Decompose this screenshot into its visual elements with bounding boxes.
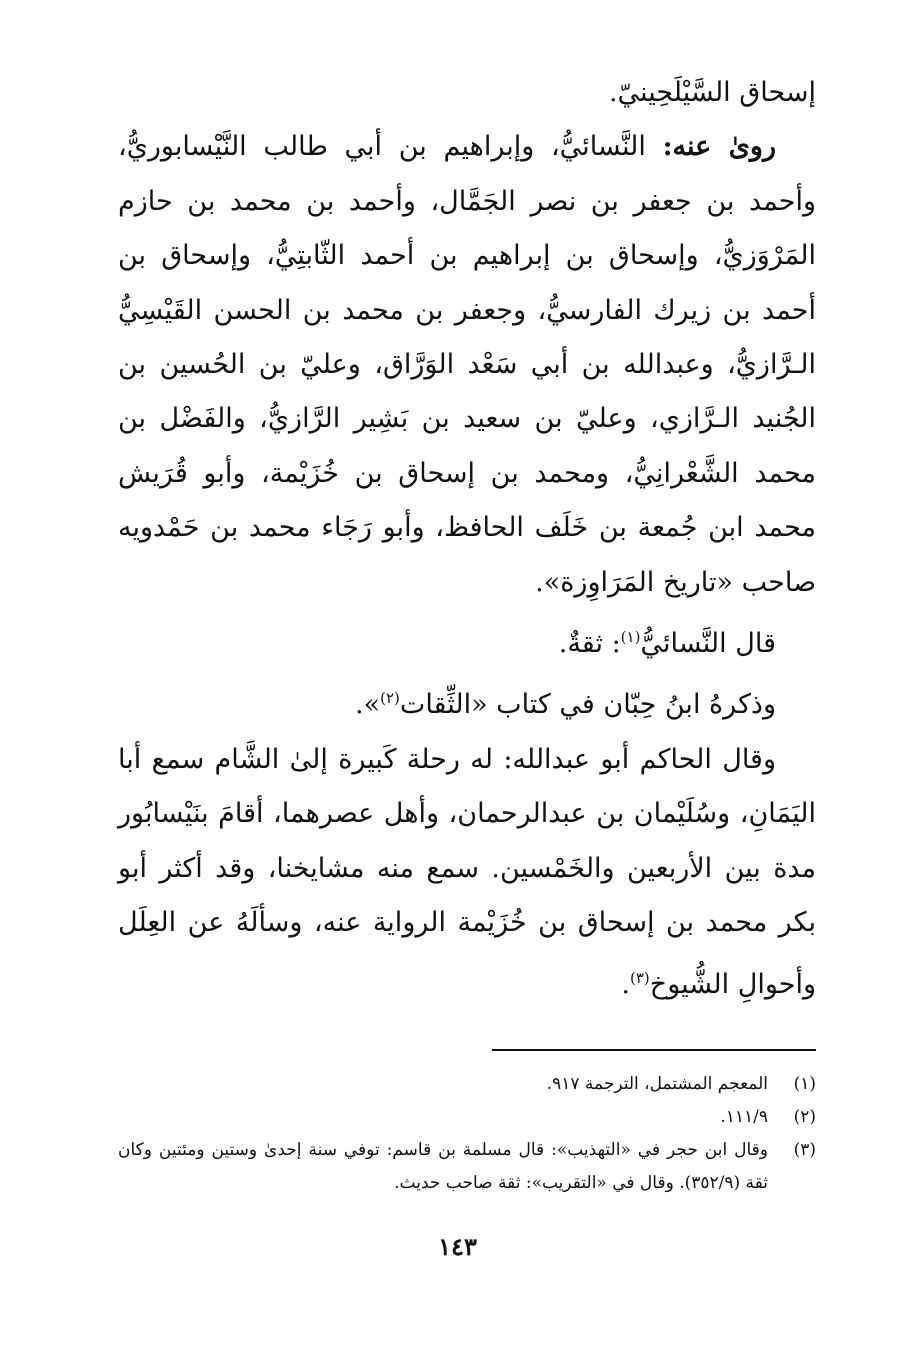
footnote-1 — [118, 1068, 816, 1101]
footnote-ref-2: (٢) — [380, 689, 400, 708]
nasai-verdict: : ثقةٌ. — [558, 628, 621, 660]
intro-line — [118, 66, 816, 120]
footnote-2 — [118, 1101, 816, 1134]
footnote-text: المعجم المشتمل، الترجمة ٩١٧. — [546, 1074, 768, 1094]
nasai-text: قال النَّسائيُّ — [640, 628, 776, 660]
footnote-number: (٣) — [793, 1140, 816, 1160]
footnote-ref-3: (٣) — [630, 968, 650, 987]
nasai-paragraph — [118, 610, 816, 671]
hakim-close: . — [621, 968, 630, 1000]
footnotes — [118, 1068, 816, 1200]
footnote-3 — [118, 1134, 816, 1200]
main-text — [118, 66, 816, 1012]
narrators-paragraph — [118, 120, 816, 610]
page-number: ١٤٣ — [438, 1232, 477, 1261]
footnote-text: وقال ابن حجر في «التهذيب»: قال مسلمة بن قاسم: توفي سنة إحدىٰ وستين ومئتين وكان ثقة (٣٥٢/٩). وقال في «التقريب»: ثقة صاحب حديث. — [118, 1140, 768, 1193]
hibban-text: وذكرهُ ابنُ حِبّان في كتاب «الثِّقات — [399, 689, 776, 721]
footnote-divider — [492, 1049, 816, 1051]
hakim-text: وقال الحاكم أبو عبدالله: له رحلة كَبيرة إلىٰ الشَّام سمع أبا اليَمَانِ، وسُلَيْمان بن عبدالرحمان، وأهل عصرهما، أقامَ بنَيْسابُور مدة بين الأربعين والخَمْسين. سمع منه مشايخنا، وقد أكثر أبو بكر محمد بن إسحاق بن خُزَيْمة الرواية عنه، وسألَهُ عن العِلَل وأحوالِ الشُّيوخ — [118, 743, 816, 1000]
hibban-paragraph — [118, 671, 816, 732]
narrators-text: النَّسائيُّ، وإبراهيم بن أبي طالب النَّيْسابوريُّ، وأحمد بن جعفر بن نصر الجَمَّال، وأحمد بن محمد بن حازم المَرْوَزيُّ، وإسحاق بن إبراهيم بن أحمد الثّابتِيُّ، وإسحاق بن أحمد بن زيرك الفارسيُّ، وجعفر بن محمد بن الحسن القَيْسِيُّ الـرَّازيُّ، وعبدالله بن أبي سَعْد الوَرَّاق، وعليّ بن الحُسين بن الجُنيد الـرَّازي، وعليّ بن سعيد بن بَشِير الرَّازيُّ، والفَضْل بن محمد الشَّعْرانِيُّ، ومحمد بن إسحاق بن خُزَيْمة، وأبو قُرَيش محمد ابن جُمعة بن خَلَف الحافظ، وأبو رَجَاء محمد بن حَمْدويه صاحب «تاريخ المَرَاوِزة». — [118, 131, 816, 598]
narrators-label: روىٰ عنه: — [662, 131, 776, 163]
footnote-ref-1: (١) — [620, 628, 641, 647]
intro-text: إسحاق السَّيْلَحِينيّ. — [608, 77, 816, 108]
footnote-number: (٢) — [793, 1107, 816, 1127]
footnote-number: (١) — [793, 1074, 816, 1094]
hakim-paragraph — [118, 733, 816, 1012]
hibban-close: ». — [355, 689, 381, 721]
footnote-text: ١١١/٩. — [720, 1107, 768, 1127]
